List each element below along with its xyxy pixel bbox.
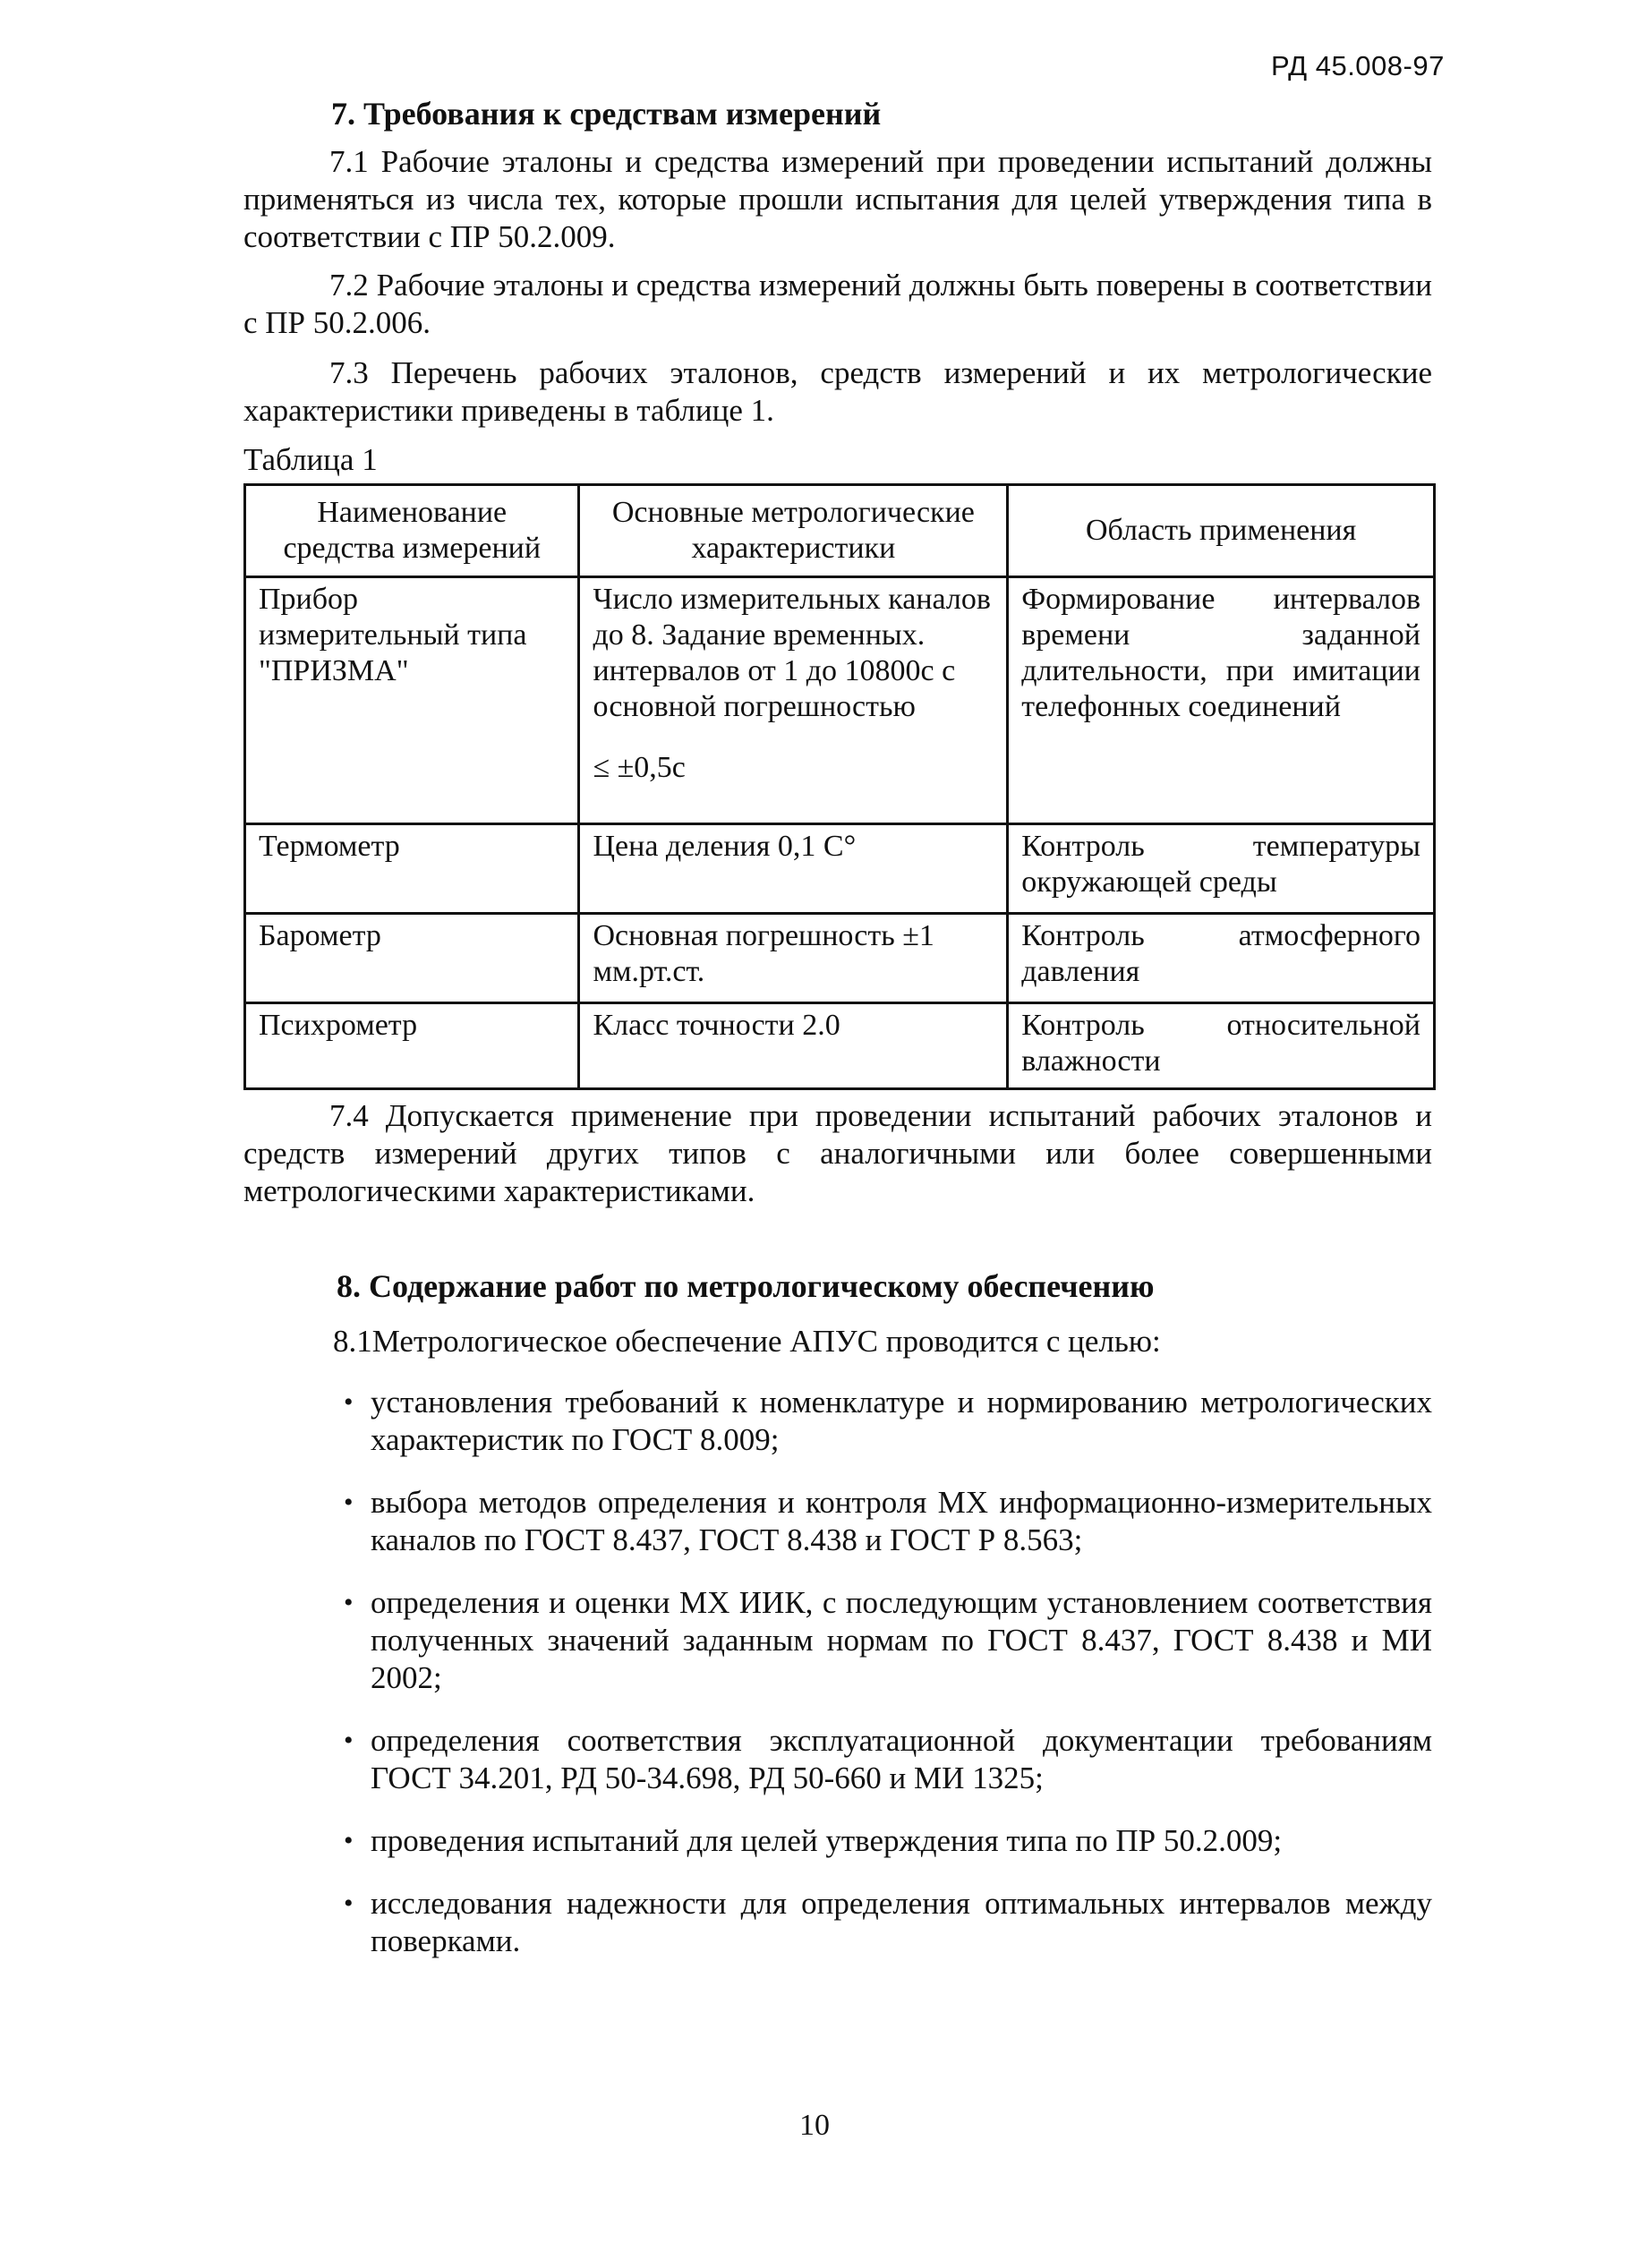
row-characteristics-cell: Класс точности 2.0 (579, 1003, 1008, 1089)
list-item (344, 1484, 1432, 1559)
list-item (344, 1885, 1432, 1960)
bullet-icon: • (344, 1488, 354, 1517)
row-characteristics-cell: Цена деления 0,1 С° (579, 824, 1008, 914)
paragraph-7-4: 7.4 Допускается применение при проведении испытаний рабочих эталонов и средств измерений других типов с аналогичными или более совершенными метрологическими характеристиками. (243, 1098, 1432, 1208)
table-row (245, 824, 1435, 914)
list-item (344, 1822, 1432, 1860)
row-name-cell: Прибор измерительный типа "ПРИЗМА" (245, 577, 579, 824)
list-item-text: определения и оценки МХ ИИК, с последующим установлением соответствия полученных значений заданным нормам по ГОСТ 8.437, ГОСТ 8.438 и МИ 2002; (371, 1585, 1432, 1695)
header-cell-area: Область применения (1008, 485, 1435, 577)
paragraph-7-1: 7.1 Рабочие эталоны и средства измерений при проведении испытаний должны применяться из числа тех, которые прошли испытания для целей утверждения типа в соответствии с ПР 50.2.009. (243, 144, 1432, 254)
row-area-cell: Контроль относительной влажности (1008, 1003, 1435, 1089)
paragraph-7-2: 7.2 Рабочие эталоны и средства измерений должны быть поверены в соответствии с ПР 50.2.006. (243, 268, 1432, 340)
row-characteristics-cell (579, 577, 1008, 824)
tolerance-text: ≤ ±0,5с (593, 751, 686, 784)
bullet-icon: • (344, 1889, 354, 1918)
list-item-text: установления требований к номенклатуре и нормированию метрологических характеристик по ГОСТ 8.009; (371, 1385, 1432, 1457)
list-item (344, 1584, 1432, 1697)
row-area-cell: Формирование интервалов времени заданной длительности, при имитации телефонных соединений (1008, 577, 1435, 824)
bullet-icon: • (344, 1387, 354, 1417)
list-item-text: проведения испытаний для целей утверждения типа по ПР 50.2.009; (371, 1823, 1283, 1858)
table-header-row (245, 485, 1435, 577)
document-code: РД 45.008-97 (1271, 50, 1445, 81)
row-characteristics-cell: Основная погрешность ±1 мм.рт.ст. (579, 914, 1008, 1003)
list-item (344, 1722, 1432, 1797)
row-name-cell: Термометр (245, 824, 579, 914)
row-name-cell: Барометр (245, 914, 579, 1003)
page-number: 10 (799, 2109, 830, 2142)
list-item-text: выбора методов определения и контроля МХ информационно-измерительных каналов по ГОСТ 8.437, ГОСТ 8.438 и ГОСТ Р 8.563; (371, 1485, 1432, 1557)
row-area-cell: Контроль температуры окружающей среды (1008, 824, 1435, 914)
row-name-cell: Психрометр (245, 1003, 579, 1089)
instruments-table (243, 483, 1436, 1090)
goals-list (344, 1384, 1432, 1985)
list-item-text: определения соответствия эксплуатационной документации требованиям ГОСТ 34.201, РД 50-34.698, РД 50-660 и МИ 1325; (371, 1723, 1432, 1795)
section-7-title: 7. Требования к средствам измерений (331, 96, 882, 132)
header-cell-characteristics: Основные метрологические характеристики (579, 485, 1008, 577)
list-item-text: исследования надежности для определения оптимальных интервалов между поверками. (371, 1886, 1432, 1958)
table-caption: Таблица 1 (243, 442, 378, 477)
table-row (245, 1003, 1435, 1089)
section-8-title: 8. Содержание работ по метрологическому обеспечению (337, 1268, 1155, 1304)
table-row (245, 577, 1435, 824)
bullet-icon: • (344, 1726, 354, 1755)
characteristics-text: Число измерительных каналов до 8. Задание временных. интервалов от 1 до 10800с с основной погрешностью (593, 583, 991, 723)
row-area-cell: Контроль атмосферного давления (1008, 914, 1435, 1003)
paragraph-8-1: 8.1Метрологическое обеспечение АПУС проводится с целью: (333, 1324, 1161, 1359)
header-cell-name: Наименование средства измерений (245, 485, 579, 577)
list-item (344, 1384, 1432, 1459)
paragraph-7-3: 7.3 Перечень рабочих эталонов, средств измерений и их метрологические характеристики приведены в таблице 1. (243, 355, 1432, 428)
bullet-icon: • (344, 1826, 354, 1855)
bullet-icon: • (344, 1588, 354, 1617)
table-row (245, 914, 1435, 1003)
